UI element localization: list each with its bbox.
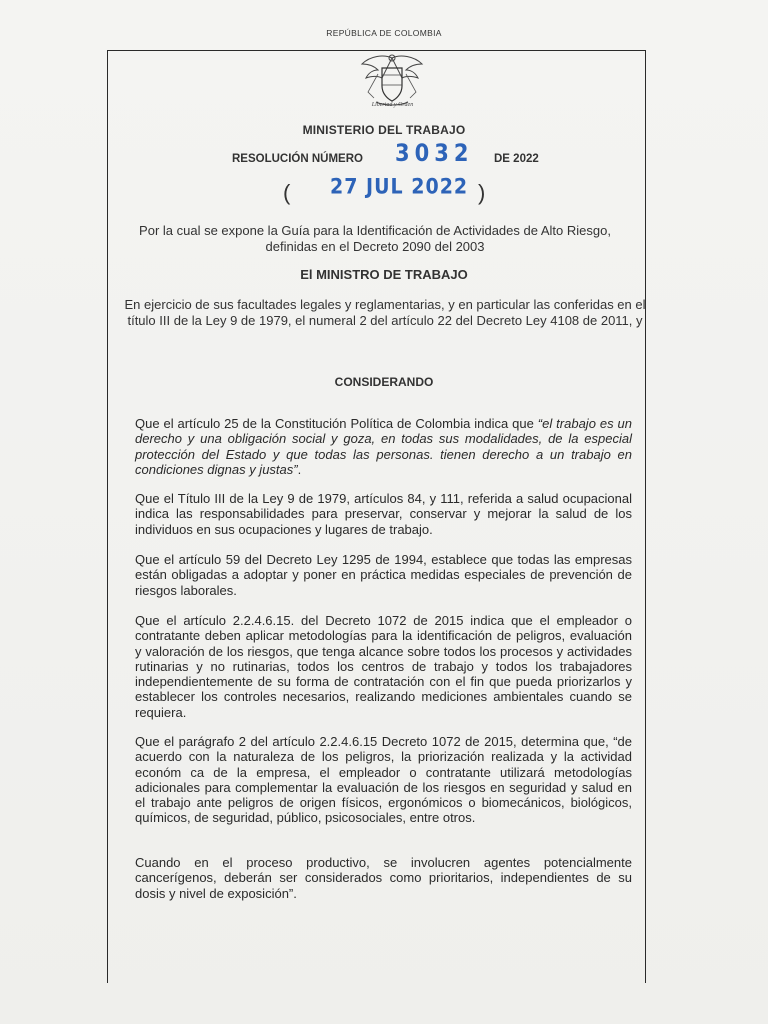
date-paren-open: ( — [283, 180, 291, 205]
resolution-year: DE 2022 — [494, 153, 539, 165]
date-stamp: 27 JUL 2022 — [330, 174, 469, 200]
paragraph-constitution-quote: “el trabajo es un derecho y una obligación social y goza, en todas sus modalidades, de la especial protección del Estado y que todas las personas. tienen derecho a un trabajo en condiciones dignas y justas” — [135, 416, 632, 477]
paragraph-cancerigenos: Cuando en el proceso productivo, se involucren agentes potencialmente cancerígenos, deberán ser considerados como prioritarios, independientes de su dosis y nivel de exposición”. — [135, 855, 632, 901]
seal-motto: Libertad y Orden — [371, 102, 414, 108]
resolution-number-stamp: 3032 — [395, 139, 474, 167]
republic-heading: REPÚBLICA DE COLOMBIA — [326, 28, 442, 38]
paragraph-constitution — [135, 416, 632, 477]
paragraph-decreto-1072: Que el artículo 2.2.4.6.15. del Decreto 1072 de 2015 indica que el empleador o contratante deben aplicar metodologías para la identificación de peligros, evaluación y valoración de los riesgos, que tenga alcance sobre todos los procesos y actividades rutinarias y no rutinarias, todos los centros de trabajo y todos los trabajadores independientemente de su forma de contratación con el fin que pueda priorizarlos y establecer los controles necesarios, realizando mediciones ambientales cuando se requiera. — [135, 613, 632, 720]
faculties-paragraph: En ejercicio de sus facultades legales y reglamentarias, y en particular las conferidas en el título III de la Ley 9 de 1979, el numeral 2 del artículo 22 del Decreto Ley 4108 de 2011, y — [124, 297, 646, 328]
minister-heading: El MINISTRO DE TRABAJO — [300, 267, 468, 282]
paragraph-paragrafo-2: Que el parágrafo 2 del artículo 2.2.4.6.15 Decreto 1072 de 2015, determina que, “de acuerdo con la naturaleza de los peligros, la priorización realizada y la actividad económ ca de la empresa, el empleador o contratante utilizará metodologías adicionales para complementar la evaluación de los riesgos en seguridad y salud en el trabajo ante peligros de origen físicos, ergonómicos o biomecánicos, biológicos, químicos, de seguridad, público, psicosociales, entre otros. — [135, 734, 632, 826]
resolution-label: RESOLUCIÓN NÚMERO — [232, 153, 363, 165]
date-paren-close: ) — [478, 180, 486, 205]
paragraph-constitution-lead: Que el artículo 25 de la Constitución Política de Colombia indica que — [135, 416, 538, 431]
paragraph-ley-9: Que el Título III de la Ley 9 de 1979, artículos 84, y 111, referida a salud ocupacional indica las responsabilidades para preservar, conservar y mejorar la salud de los individuos en sus ocupaciones y lugares de trabajo. — [135, 491, 632, 537]
resolution-subject: Por la cual se expone la Guía para la Identificación de Actividades de Alto Riesgo, definidas en el Decreto 2090 del 2003 — [139, 223, 611, 254]
ministry-heading: MINISTERIO DEL TRABAJO — [302, 123, 466, 137]
paragraph-decreto-1295: Que el artículo 59 del Decreto Ley 1295 de 1994, establece que todas las empresas están obligadas a adoptar y poner en práctica medidas especiales de prevención de riesgos laborales. — [135, 552, 632, 598]
paragraph-constitution-end: . — [297, 461, 302, 477]
considerando-heading: CONSIDERANDO — [334, 375, 434, 389]
